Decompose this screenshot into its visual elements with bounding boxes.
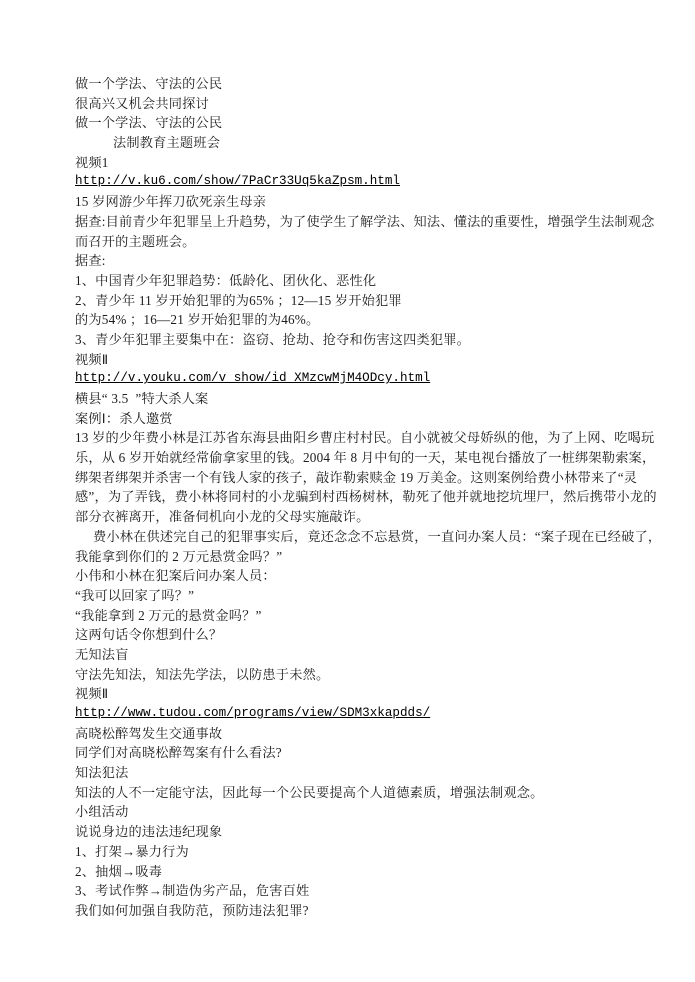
case1-paragraph-line4: 感”，为了弄钱，费小林将同村的小龙骗到村西杨树林，勒死了他并就地挖坑埋尸，然后携带小龙的: [75, 489, 657, 505]
title-line-repeat: 做一个学法、守法的公民: [75, 115, 223, 131]
video3-label: 视频Ⅱ: [75, 686, 109, 702]
question-intro: 小伟和小林在犯案后问办案人员：: [75, 568, 276, 584]
closing-question: 我们如何加强自我防范，预防违法犯罪?: [75, 902, 309, 918]
video1-label: 视频1: [75, 154, 109, 170]
video2-link[interactable]: http://v.youku.com/v_show/id_XMzcwMjM4ODcy.html: [75, 371, 431, 386]
video1-caption: 15 岁网游少年挥刀砍死亲生母亲: [75, 194, 267, 210]
survey-label: 据查:: [75, 253, 106, 269]
quote-2: “我能拿到 2 万元的悬赏金吗？”: [75, 607, 262, 623]
maxim-line: 守法先知法，知法先学法，以防患于未然。: [75, 666, 330, 682]
subtitle-class-meeting: 法制教育主题班会: [113, 135, 221, 151]
discussion-question: 这两句话令你想到什么？: [75, 627, 223, 643]
group-activity-label: 小组活动: [75, 804, 129, 820]
survey-paragraph-line1: 据查:目前青少年犯罪呈上升趋势，为了使学生了解学法、知法、懂法的重要性，增强学生法制观念: [75, 213, 655, 229]
stat-item-3: 3、青少年犯罪主要集中在：盗窃、抢劫、抢夺和伤害这四类犯罪。: [75, 331, 471, 347]
violation-item-2: 2、抽烟→吸毒: [75, 863, 163, 879]
intro-line: 很高兴又机会共同探讨: [75, 95, 209, 111]
case1-paragraph-line1: 13 岁的少年费小林是江苏省东海县曲阳乡曹庄村村民。自小就被父母娇纵的他，为了上网、吃喝玩: [75, 430, 655, 446]
case1-paragraph2-line2: 我能拿到你们的 2 万元悬赏金吗？”: [75, 548, 283, 564]
video3-question: 同学们对高晓松醉驾案有什么看法?: [75, 745, 282, 761]
case1-heading: 案例Ⅰ：杀人邀赏: [75, 410, 173, 426]
moral-statement: 知法的人不一定能守法，因此每一个公民要提高个人道德素质，增强法制观念。: [75, 784, 544, 800]
stat-item-2-line1: 2、青少年 11 岁开始犯罪的为65% ；12—15 岁开始犯罪: [75, 292, 402, 308]
video3-caption: 高晓松醉驾发生交通事故: [75, 725, 223, 741]
case1-paragraph-line5: 部分衣裤离开，准备伺机向小龙的父母实施敲诈。: [75, 509, 370, 525]
survey-paragraph-line2: 而召开的主题班会。: [75, 233, 196, 249]
case1-paragraph-line3: 绑架者绑架并杀害一个有钱人家的孩子，敲诈勒索赎金 19 万美金。这则案例给费小林带来了“灵: [75, 469, 638, 485]
quote-1: “我可以回家了吗？”: [75, 587, 195, 603]
stat-item-1: 1、中国青少年犯罪趋势：低龄化、团伙化、恶性化: [75, 272, 377, 288]
video1-link[interactable]: http://v.ku6.com/show/7PaCr33Uq5kaZpsm.html: [75, 174, 400, 189]
violation-item-1: 1、打架→暴力行为: [75, 843, 189, 859]
video2-caption: 横县“ 3.5 ”特大杀人案: [75, 391, 209, 406]
case1-paragraph-line2: 乐，从 6 岁开始就经常偷拿家里的钱。2004 年 8 月中旬的一天，某电视台播放了一桩绑架勒索案，: [75, 450, 656, 466]
keyword-no-law-knowledge: 无知法盲: [75, 646, 129, 662]
video3-link[interactable]: http://www.tudou.com/programs/view/SDM3xkapdds/: [75, 706, 431, 720]
title-line: 做一个学法、守法的公民: [75, 76, 223, 91]
violation-item-3: 3、考试作弊→制造伪劣产品，危害百姓: [75, 883, 310, 899]
stat-item-2-line2: 的为54% ；16—21 岁开始犯罪的为46%。: [75, 312, 320, 328]
case1-paragraph2-line1: 费小林在供述完自己的犯罪事实后，竟还念念不忘悬赏，一直问办案人员：“案子现在已经破了，: [93, 528, 662, 544]
keyword-knowing-law-breaking-law: 知法犯法: [75, 765, 129, 781]
video2-label: 视频Ⅱ: [75, 351, 109, 367]
group-activity-prompt: 说说身边的违法违纪现象: [75, 824, 223, 840]
